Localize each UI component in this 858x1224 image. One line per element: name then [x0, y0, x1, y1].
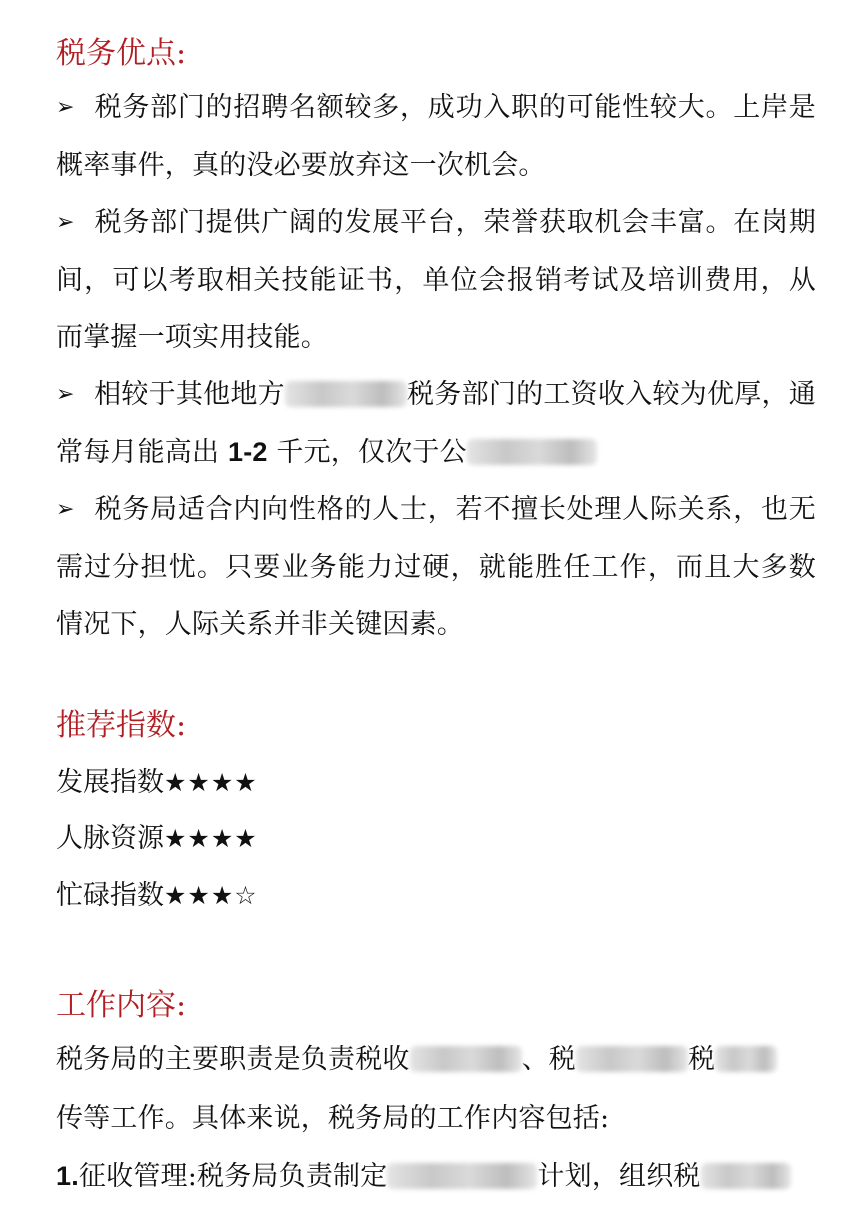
- advantages-heading: 税务优点:: [56, 36, 187, 71]
- redacted-text: [410, 1046, 522, 1072]
- star-rating-icon: ★★★★: [164, 768, 258, 797]
- work-item-text-a: 征收管理:税务局负责制定: [78, 1161, 388, 1192]
- work-intro-line-2: [56, 1090, 816, 1148]
- rating-row-development: [56, 763, 258, 803]
- star-rating-icon: ★★★☆: [164, 881, 258, 910]
- rating-row-busyness: [56, 876, 258, 916]
- work-intro-text-c: 税: [688, 1044, 716, 1075]
- advantage-item-1: [56, 79, 816, 194]
- bullet-arrow-icon: ➢: [56, 95, 75, 120]
- work-item-text-b: 计划，组织税: [537, 1161, 701, 1192]
- advantage-item-4: [56, 481, 816, 654]
- work-intro-text-a: 税务局的主要职责是负责税收: [56, 1044, 410, 1075]
- advantage-text-3b: 税务部门的工资收入较为优厚，通常每月能高出: [56, 379, 817, 468]
- work-item-number: 1.: [56, 1161, 79, 1191]
- advantage-item-2: [56, 194, 816, 367]
- redacted-text: [576, 1046, 688, 1072]
- rating-label: 发展指数: [56, 767, 164, 798]
- redacted-text: [715, 1046, 777, 1072]
- work-heading: 工作内容:: [56, 988, 187, 1023]
- work-intro-line-1: [56, 1031, 816, 1089]
- star-rating-icon: ★★★★: [164, 824, 258, 853]
- redacted-text: [285, 381, 407, 407]
- bullet-arrow-icon: ➢: [56, 497, 75, 522]
- ratings-heading: 推荐指数:: [56, 708, 187, 743]
- advantage-text-3a: 相较于其他地方: [94, 379, 285, 410]
- advantage-item-3: [56, 366, 816, 481]
- advantage-text-3c: 千元，仅次于公: [267, 436, 467, 468]
- work-intro-text-d: 传等工作。具体来说，税务局的工作内容包括:: [56, 1103, 610, 1134]
- redacted-text: [387, 1163, 537, 1189]
- advantage-text-4: 税务局适合内向性格的人士，若不擅长处理人际关系，也无需过分担忧。只要业务能力过硬，就能胜任工作，而且大多数情况下，人际关系并非关键因素。: [56, 494, 816, 640]
- advantage-text-2: 税务部门提供广阔的发展平台，荣誉获取机会丰富。在岗期间，可以考取相关技能证书，单位会报销考试及培训费用，从而掌握一项实用技能。: [56, 207, 816, 353]
- work-intro-text-b: 、税: [521, 1044, 577, 1075]
- rating-row-network: [56, 819, 258, 859]
- rating-label: 人脉资源: [56, 823, 164, 854]
- redacted-text: [467, 439, 597, 465]
- rating-label: 忙碌指数: [56, 880, 164, 911]
- bullet-arrow-icon: ➢: [56, 210, 75, 235]
- advantage-text-1: 税务部门的招聘名额较多，成功入职的可能性较大。上岸是概率事件，真的没必要放弃这一次机会。: [56, 92, 816, 181]
- work-item-1: [56, 1148, 816, 1206]
- bullet-arrow-icon: ➢: [56, 382, 75, 407]
- redacted-text: [701, 1163, 791, 1189]
- salary-range: 1-2: [227, 436, 268, 467]
